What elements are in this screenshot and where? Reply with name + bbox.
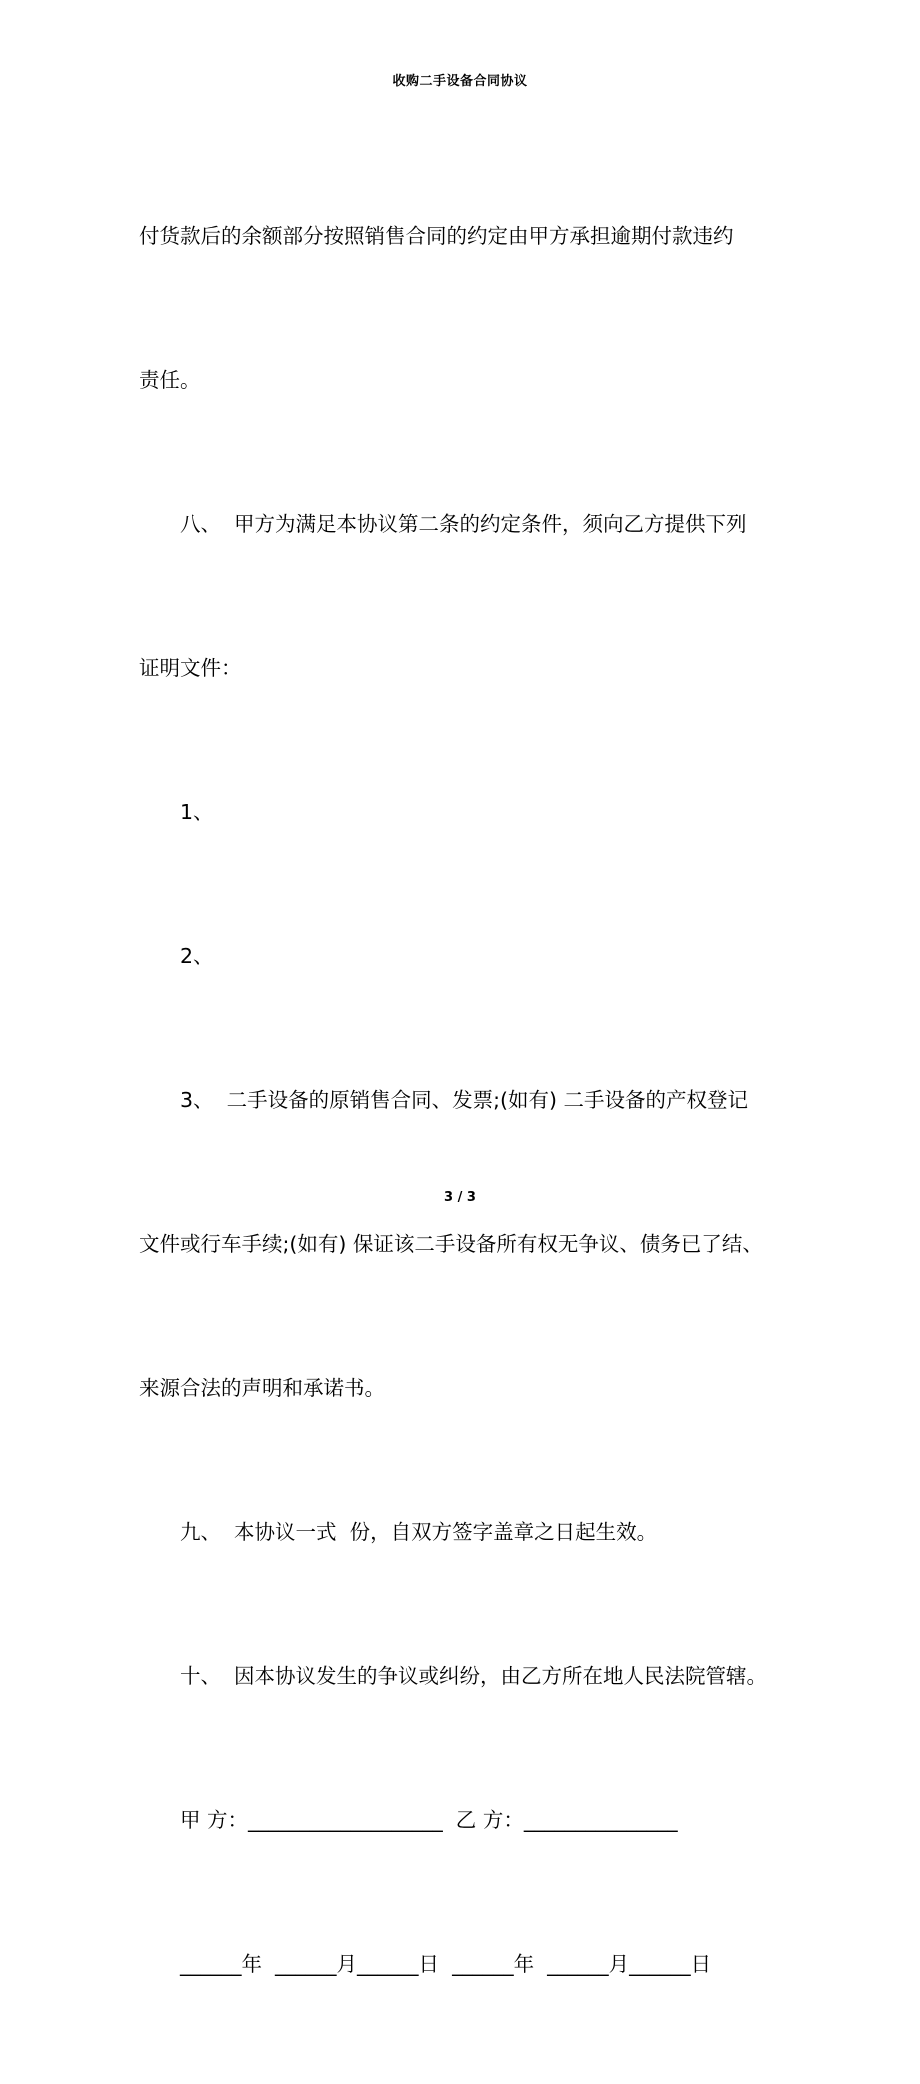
- signature-line: 甲 方：___________________ 乙 方：_______________: [180, 1808, 678, 1832]
- document-header-title: 收购二手设备合同协议: [392, 74, 528, 89]
- item-3-line-3: 来源合法的声明和承诺书。: [139, 1376, 385, 1400]
- page-number: 3 / 3: [444, 1190, 476, 1205]
- item-3-line-2: 文件或行车手续;(如有) 保证该二手设备所有权无争议、债务已了结、: [139, 1232, 763, 1256]
- date-line: ______年 ______月______日 ______年 ______月______日: [180, 1952, 712, 1976]
- clause-8-line-1: 八、 甲方为满足本协议第二条的约定条件，须向乙方提供下列: [180, 512, 747, 536]
- document-body: [139, 116, 799, 2084]
- item-1: 1、: [180, 800, 214, 824]
- body-line-2: 责任。: [139, 368, 201, 392]
- clause-10: 十、 因本协议发生的争议或纠纷，由乙方所在地人民法院管辖。: [180, 1664, 768, 1688]
- clause-9: 九、 本协议一式 份，自双方签字盖章之日起生效。: [180, 1520, 658, 1544]
- item-3-line-1: 3、 二手设备的原销售合同、发票;(如有) 二手设备的产权登记: [180, 1088, 748, 1112]
- body-line-1: 付货款后的余额部分按照销售合同的约定由甲方承担逾期付款违约: [139, 224, 734, 248]
- clause-8-line-2: 证明文件：: [139, 656, 242, 680]
- item-2: 2、: [180, 944, 214, 968]
